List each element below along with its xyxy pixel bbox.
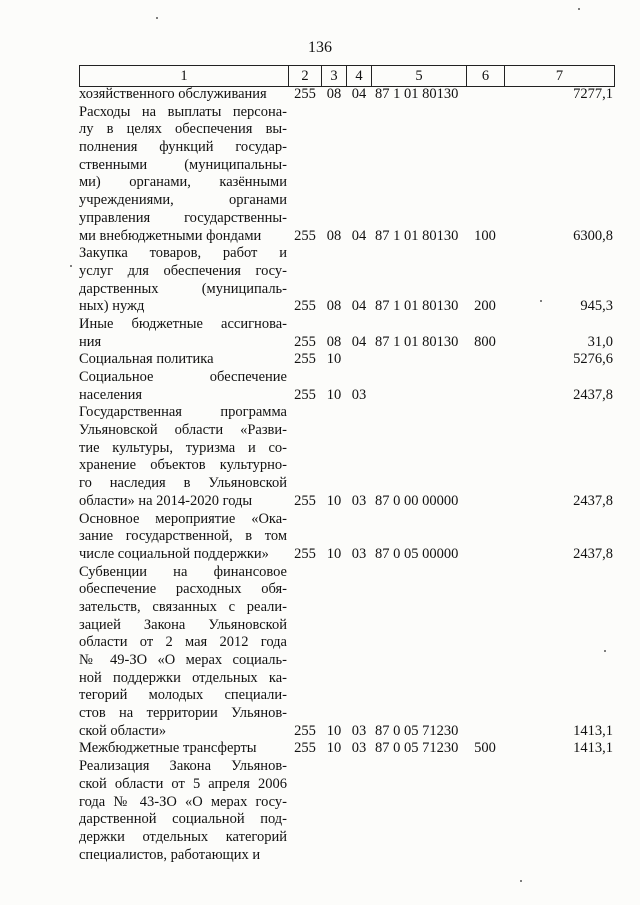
description-line: Основное мероприятие «Ока- xyxy=(79,510,287,527)
description-line: тегорий молодых специали- xyxy=(79,687,287,704)
cell-col-5 xyxy=(375,387,465,405)
description-line: года № 43-ЗО «О мерах госу- xyxy=(79,793,287,810)
description-line: го наследия в Ульяновской xyxy=(79,475,287,492)
scan-speck xyxy=(70,265,72,267)
description-line: обеспечение расходных обя- xyxy=(79,581,287,598)
row-description xyxy=(79,511,287,564)
cell-col-4: 04 xyxy=(351,86,367,102)
cell-col-5: 87 1 01 80130 xyxy=(375,86,459,102)
description-line: полнения функций государ- xyxy=(79,139,287,156)
cell-col-7: 7277,1 xyxy=(573,86,613,102)
cell-col-4: 03 xyxy=(351,722,367,739)
cell-col-5 xyxy=(375,847,465,865)
description-line: числе социальной поддержки» xyxy=(79,545,269,562)
table-row xyxy=(79,404,615,510)
cell-col-3: 08 xyxy=(326,298,342,315)
cell-col-4: 03 xyxy=(351,386,367,403)
cell-col-5: 87 1 01 80130 xyxy=(375,333,459,350)
description-line: Ульяновской области «Разви- xyxy=(79,422,287,439)
cell-col-3: 08 xyxy=(326,86,342,102)
table-row xyxy=(79,740,615,758)
table-row xyxy=(79,245,615,316)
row-description xyxy=(79,245,287,316)
description-line: Закупка товаров, работ и xyxy=(79,245,287,262)
table-row xyxy=(79,511,615,564)
table-row xyxy=(79,86,615,104)
description-line: управления государственны- xyxy=(79,209,287,226)
cell-col-7: 5276,6 xyxy=(573,351,613,368)
description-line: зание государственной, в том xyxy=(79,528,287,545)
table-row xyxy=(79,316,615,351)
cell-col-4: 03 xyxy=(351,545,367,562)
description-line: держки отдельных категорий xyxy=(79,828,287,845)
cell-col-3: 08 xyxy=(326,333,342,350)
cell-col-5 xyxy=(375,351,465,369)
cell-col-4: 04 xyxy=(351,298,367,315)
description-line: Социальная политика xyxy=(79,351,214,368)
description-line: хранение объектов культурно- xyxy=(79,457,287,474)
cell-col-3: 10 xyxy=(326,351,342,368)
cell-col-4: 04 xyxy=(351,333,367,350)
row-description xyxy=(79,86,287,104)
cell-col-4 xyxy=(347,847,371,865)
description-line: услуг для обеспечения госу- xyxy=(79,262,287,279)
row-description xyxy=(79,104,287,246)
cell-col-3: 10 xyxy=(326,722,342,739)
cell-col-3 xyxy=(322,847,346,865)
cell-col-6 xyxy=(468,546,502,564)
cell-col-3: 08 xyxy=(326,227,342,244)
row-description xyxy=(79,369,287,404)
cell-col-3: 10 xyxy=(326,545,342,562)
table-row xyxy=(79,758,615,864)
cell-col-7: 1413,1 xyxy=(573,722,613,739)
header-col-7: 7 xyxy=(504,66,615,86)
cell-col-2: 255 xyxy=(294,386,316,403)
cell-col-7: 945,3 xyxy=(580,298,613,315)
description-line: № 49-ЗО «О мерах социаль- xyxy=(79,652,287,668)
description-line: Расходы на выплаты персона- xyxy=(79,103,287,120)
cell-col-6 xyxy=(468,847,502,865)
cell-col-6 xyxy=(468,723,502,741)
table-row xyxy=(79,104,615,246)
description-line: Межбюджетные трансферты xyxy=(79,740,257,757)
cell-col-5: 87 1 01 80130 xyxy=(375,227,459,244)
row-description xyxy=(79,351,287,369)
cell-col-2: 255 xyxy=(294,298,316,315)
header-col-6: 6 xyxy=(466,66,504,86)
cell-col-7: 31,0 xyxy=(587,333,613,350)
row-description xyxy=(79,316,287,351)
description-line: специалистов, работающих и xyxy=(79,846,261,863)
description-line: дарственной социальной под- xyxy=(79,811,287,828)
cell-col-6: 500 xyxy=(474,740,496,757)
cell-col-4: 03 xyxy=(351,740,367,757)
cell-col-6 xyxy=(468,387,502,405)
description-line: Социальное обеспечение xyxy=(79,369,287,385)
table-body xyxy=(79,86,615,864)
cell-col-5: 87 0 05 00000 xyxy=(375,545,459,562)
cell-col-2: 255 xyxy=(294,86,316,102)
cell-col-4: 04 xyxy=(351,227,367,244)
cell-col-7: 1413,1 xyxy=(573,740,613,757)
table-header xyxy=(79,65,615,87)
description-line: зацией Закона Ульяновской xyxy=(79,616,287,633)
table-row xyxy=(79,351,615,369)
cell-col-6 xyxy=(468,493,502,511)
description-line: зательств, связанных с реали- xyxy=(79,598,287,615)
description-line: ской области от 5 апреля 2006 xyxy=(79,775,287,792)
description-line: лу в целях обеспечения вы- xyxy=(79,121,287,138)
scan-speck xyxy=(578,8,580,10)
cell-col-2: 255 xyxy=(294,722,316,739)
cell-col-7: 6300,8 xyxy=(573,227,613,244)
description-line: дарственных (муниципаль- xyxy=(79,280,287,297)
cell-col-2: 255 xyxy=(294,545,316,562)
description-line: области» на 2014-2020 годы xyxy=(79,492,253,509)
header-col-3: 3 xyxy=(321,66,346,86)
page-number: 136 xyxy=(308,39,332,56)
description-line: ми) органами, казёнными xyxy=(79,174,287,191)
row-description xyxy=(79,564,287,741)
description-line: области от 2 мая 2012 года xyxy=(79,634,287,651)
description-line: ния xyxy=(79,333,102,350)
description-line: населения xyxy=(79,386,143,403)
row-description xyxy=(79,758,287,864)
description-line: тие культуры, туризма и со- xyxy=(79,439,287,456)
cell-col-2: 255 xyxy=(294,333,316,350)
scan-speck xyxy=(540,300,542,302)
description-line: Реализация Закона Ульянов- xyxy=(79,758,287,775)
cell-col-7: 2437,8 xyxy=(573,545,613,562)
cell-col-7: 2437,8 xyxy=(573,386,613,403)
cell-col-5: 87 0 05 71230 xyxy=(375,722,459,739)
table-row xyxy=(79,564,615,741)
description-line: Субвенции на финансовое xyxy=(79,563,287,580)
cell-col-3: 10 xyxy=(326,492,342,509)
cell-col-6: 200 xyxy=(474,298,496,315)
description-line: учреждениями, органами xyxy=(79,192,287,209)
cell-col-5: 87 0 00 00000 xyxy=(375,492,459,509)
cell-col-6: 800 xyxy=(474,333,496,350)
cell-col-3: 10 xyxy=(326,740,342,757)
cell-col-2 xyxy=(289,847,321,865)
description-line: ской области» xyxy=(79,722,167,739)
scan-speck xyxy=(520,880,522,882)
header-col-4: 4 xyxy=(346,66,371,86)
header-col-2: 2 xyxy=(288,66,321,86)
cell-col-7: 2437,8 xyxy=(573,492,613,509)
description-line: Государственная программа xyxy=(79,404,287,421)
cell-col-6 xyxy=(468,351,502,369)
cell-col-6: 100 xyxy=(474,227,496,244)
cell-col-2: 255 xyxy=(294,351,316,368)
description-line: ных) нужд xyxy=(79,298,145,315)
row-description xyxy=(79,740,287,758)
cell-col-7 xyxy=(515,847,613,865)
description-line: Иные бюджетные ассигнова- xyxy=(79,315,287,332)
description-line: ми внебюджетными фондами xyxy=(79,227,262,244)
cell-col-3: 10 xyxy=(326,386,342,403)
scan-speck xyxy=(156,17,158,19)
scan-speck xyxy=(604,650,606,652)
cell-col-4: 03 xyxy=(351,492,367,509)
description-line: ной поддержки отдельных ка- xyxy=(79,669,287,686)
cell-col-5: 87 0 05 71230 xyxy=(375,740,459,757)
cell-col-5: 87 1 01 80130 xyxy=(375,298,459,315)
cell-col-4 xyxy=(347,351,371,369)
header-col-5: 5 xyxy=(371,66,466,86)
header-col-1: 1 xyxy=(79,66,288,86)
cell-col-2: 255 xyxy=(294,492,316,509)
description-line: хозяйственного обслуживания xyxy=(79,86,267,102)
row-description xyxy=(79,404,287,510)
cell-col-2: 255 xyxy=(294,740,316,757)
description-line: ственными (муниципальны- xyxy=(79,156,287,173)
table-row xyxy=(79,369,615,404)
cell-col-6 xyxy=(468,86,502,104)
cell-col-2: 255 xyxy=(294,227,316,244)
description-line: стов на территории Ульянов- xyxy=(79,705,287,722)
